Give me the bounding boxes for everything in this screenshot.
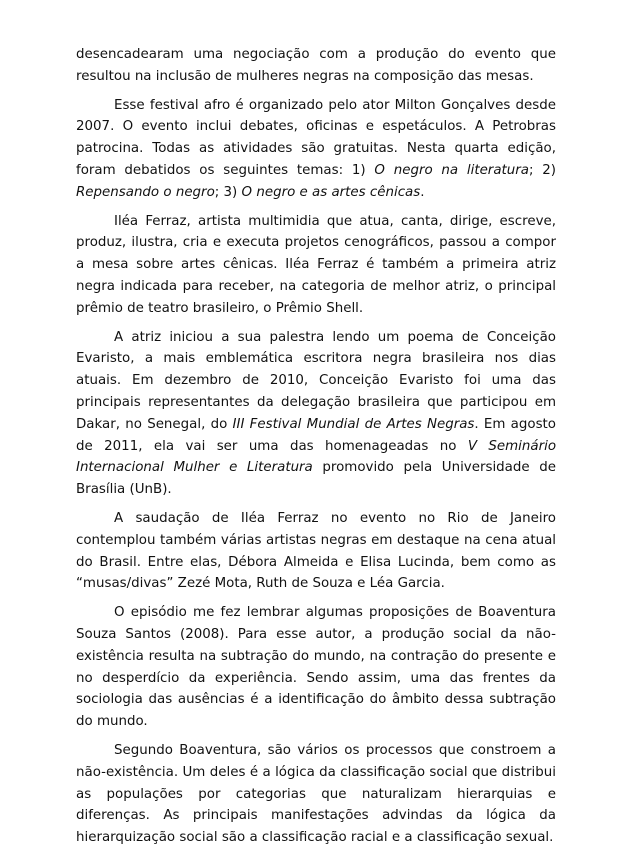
- theme-title-2: Repensando o negro: [76, 184, 215, 200]
- document-page: [76, 44, 556, 849]
- paragraph-text: desencadearam uma negociação com a produção do evento que resultou na inclusão de mulheres negras na composição das mesas.: [76, 47, 556, 84]
- paragraph-text: . Em agosto de 2011, ela vai ser uma das homenageadas no: [76, 416, 556, 454]
- paragraph-3: [76, 211, 556, 320]
- theme-title-3: O negro e as artes cênicas: [241, 184, 421, 200]
- paragraph-1: [76, 44, 556, 88]
- paragraph-6: [76, 602, 556, 733]
- paragraph-2: [76, 95, 556, 204]
- paragraph-text: A saudação de Iléa Ferraz no evento no Rio de Janeiro contemplou também várias artistas negras em destaque na cena atual do Brasil. Entre elas, Débora Almeida e Elisa Lucinda, bem como as “musas/divas” Zezé Mota, Ruth de Souza e Léa Garcia.: [76, 510, 556, 592]
- paragraph-4: [76, 327, 556, 501]
- paragraph-text: Iléa Ferraz, artista multimidia que atua, canta, dirige, escreve, produz, ilustra, cria e executa projetos cenográficos, passou a compor a mesa sobre artes cênicas. Iléa Ferraz é também a primeira atriz negra indicada para receber, na categoria de melhor atriz, o principal prêmio de teatro brasileiro, o Prêmio Shell.: [76, 213, 556, 316]
- paragraph-text: A atriz iniciou a sua palestra lendo um poema de Conceição Evaristo, a mais emblemática escritora negra brasileira nos dias atuais. Em dezembro de 2010, Conceição Evaristo foi uma das principais representantes da delegação brasileira que participou em Dakar, no Senegal, do: [76, 329, 556, 432]
- seminar-title: V Seminário Internacional Mulher e Literatura: [76, 438, 557, 476]
- paragraph-7: [76, 740, 556, 849]
- paragraph-text: Esse festival afro é organizado pelo ator Milton Gonçalves desde 2007. O evento inclui debates, oficinas e espetáculos. A Petrobras patrocina. Todas as atividades são gratuitas. Nesta quarta edição, foram debatidos os seguintes temas: 1): [76, 97, 556, 178]
- paragraph-5: [76, 508, 556, 595]
- separator-text: ; 2): [528, 162, 556, 178]
- paragraph-text: promovido pela Universidade de Brasília (UnB).: [76, 460, 556, 498]
- paragraph-text: O episódio me fez lembrar algumas proposições de Boaventura Souza Santos (2008). Para esse autor, a produção social da não-existência resulta na subtração do mundo, na contração do presente e no desperdício da experiência. Sendo assim, uma das frentes da sociologia das ausências é a identificação do âmbito dessa subtração do mundo.: [76, 605, 556, 730]
- period-text: .: [420, 184, 425, 200]
- theme-title-1: O negro na literatura: [374, 162, 529, 178]
- festival-title: III Festival Mundial de Artes Negras: [232, 416, 475, 432]
- paragraph-text: Segundo Boaventura, são vários os processos que constroem a não-existência. Um deles é a lógica da classificação social que distribui as populações por categorias que naturalizam hierarquias e diferenças. As principais manifestações advindas da lógica da hierarquização social são a classificação racial e a classificação sexual.: [76, 742, 556, 846]
- separator-text: ; 3): [214, 184, 242, 200]
